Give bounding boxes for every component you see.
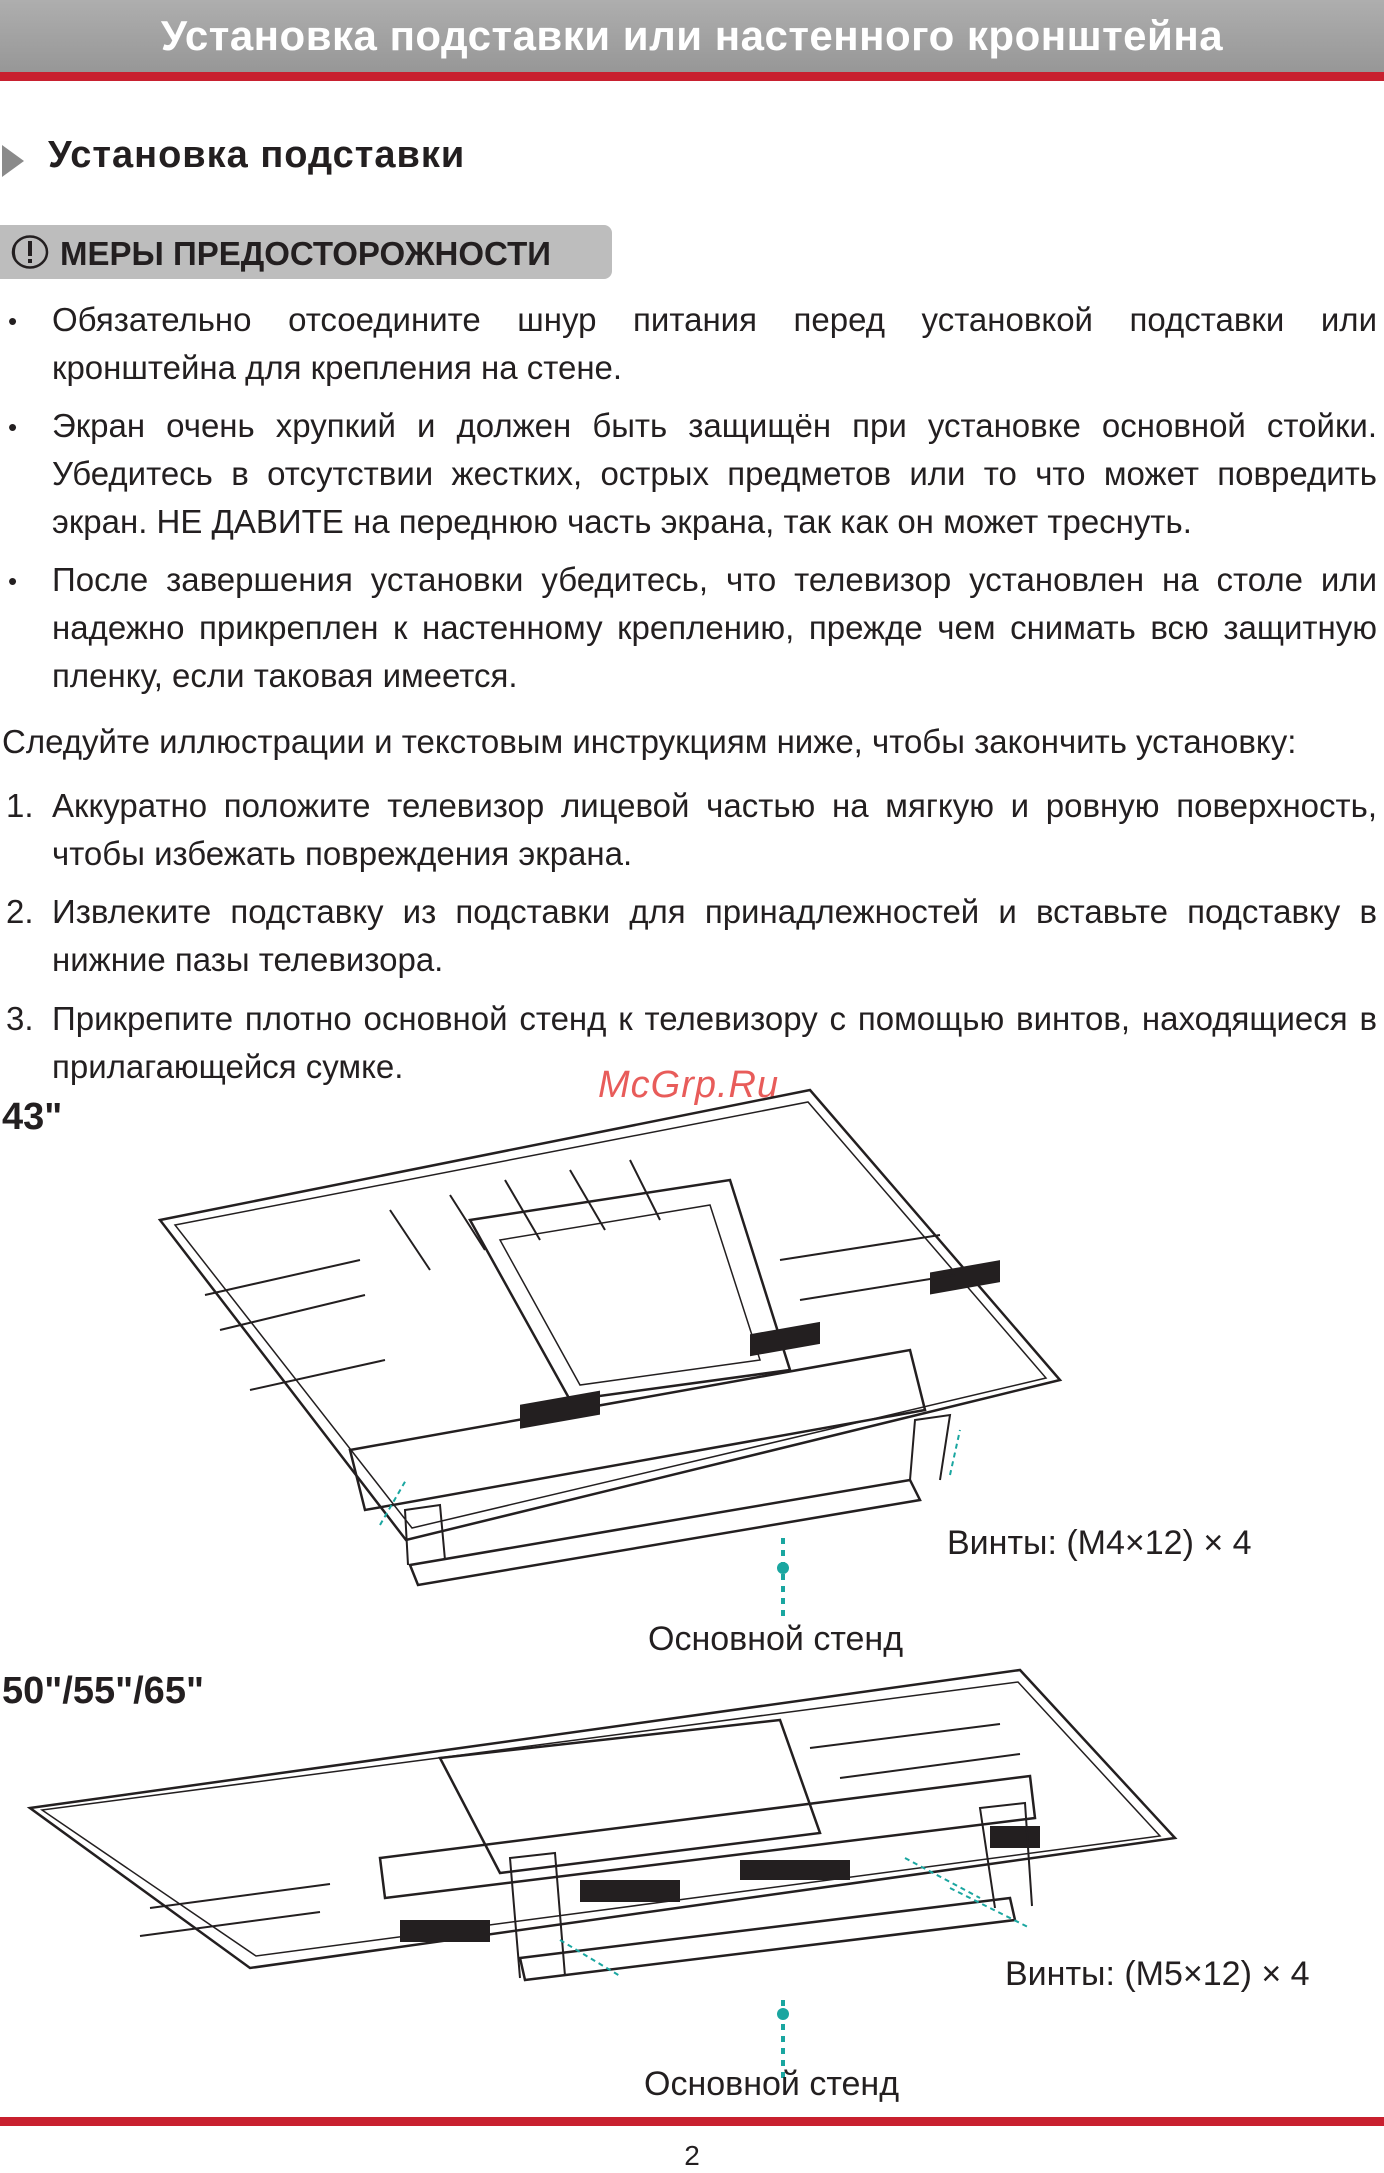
page-number: 2 (684, 2140, 700, 2171)
warning-item: Экран очень хрупкий и должен быть защищён при установке основной стойки. Убедитесь в отсутствии жестких, острых предметов или то что может повредить экран. НЕ ДАВИТЕ на переднюю часть экрана, так как он может треснуть. (52, 407, 1377, 540)
watermark: McGrp.Ru (598, 1064, 780, 1106)
tv-43-stand-diagram (150, 1080, 1070, 1620)
warning-item: После завершения установки убедитесь, что телевизор установлен на столе или надежно прикреплен к настенному креплению, прежде чем снимать всю защитную пленку, если таковая имеется. (52, 561, 1377, 694)
stand-callout: Основной стенд (648, 1620, 904, 1658)
warning-tab (0, 225, 612, 279)
intro-text: Следуйте иллюстрации и текстовым инструкциям ниже, чтобы закончить установку: (2, 723, 1297, 760)
screws-callout: Винты: (M4×12) × 4 (947, 1524, 1252, 1562)
screws-callout: Винты: (M5×12) × 4 (1005, 1955, 1310, 1993)
warning-icon (10, 234, 50, 270)
section-title: Установка подставки (48, 134, 466, 176)
step-text: Прикрепите плотно основной стенд к телевизору с помощью винтов, находящиеся в прилагающейся сумке. (52, 1000, 1377, 1085)
bullet-icon: • (8, 412, 18, 442)
page-title: Установка подставки или настенного кронштейна (160, 12, 1224, 59)
warning-item: Обязательно отсоедините шнур питания перед установкой подставки или кронштейна для крепления на стене. (52, 301, 1377, 386)
bullet-icon: • (8, 566, 18, 596)
tv-size-label: 50"/55"/65" (2, 1670, 204, 1712)
triangle-right-icon (2, 145, 24, 177)
bullet-icon: • (8, 306, 18, 336)
step-number: 3. (6, 1000, 34, 1037)
footer-divider (0, 2117, 1384, 2126)
step-text: Извлеките подставку из подставки для принадлежностей и вставьте подставку в нижние пазы телевизора. (52, 893, 1377, 978)
tv-50-55-65-stand-diagram (20, 1658, 1180, 2078)
tv-size-label: 43" (2, 1096, 63, 1138)
step-text: Аккуратно положите телевизор лицевой частью на мягкую и ровную поверхность, чтобы избежать повреждения экрана. (52, 787, 1377, 872)
step-number: 2. (6, 893, 34, 930)
stand-callout: Основной стенд (644, 2065, 900, 2103)
warning-title: МЕРЫ ПРЕДОСТОРОЖНОСТИ (60, 235, 551, 272)
header-divider (0, 72, 1384, 81)
step-number: 1. (6, 787, 34, 824)
